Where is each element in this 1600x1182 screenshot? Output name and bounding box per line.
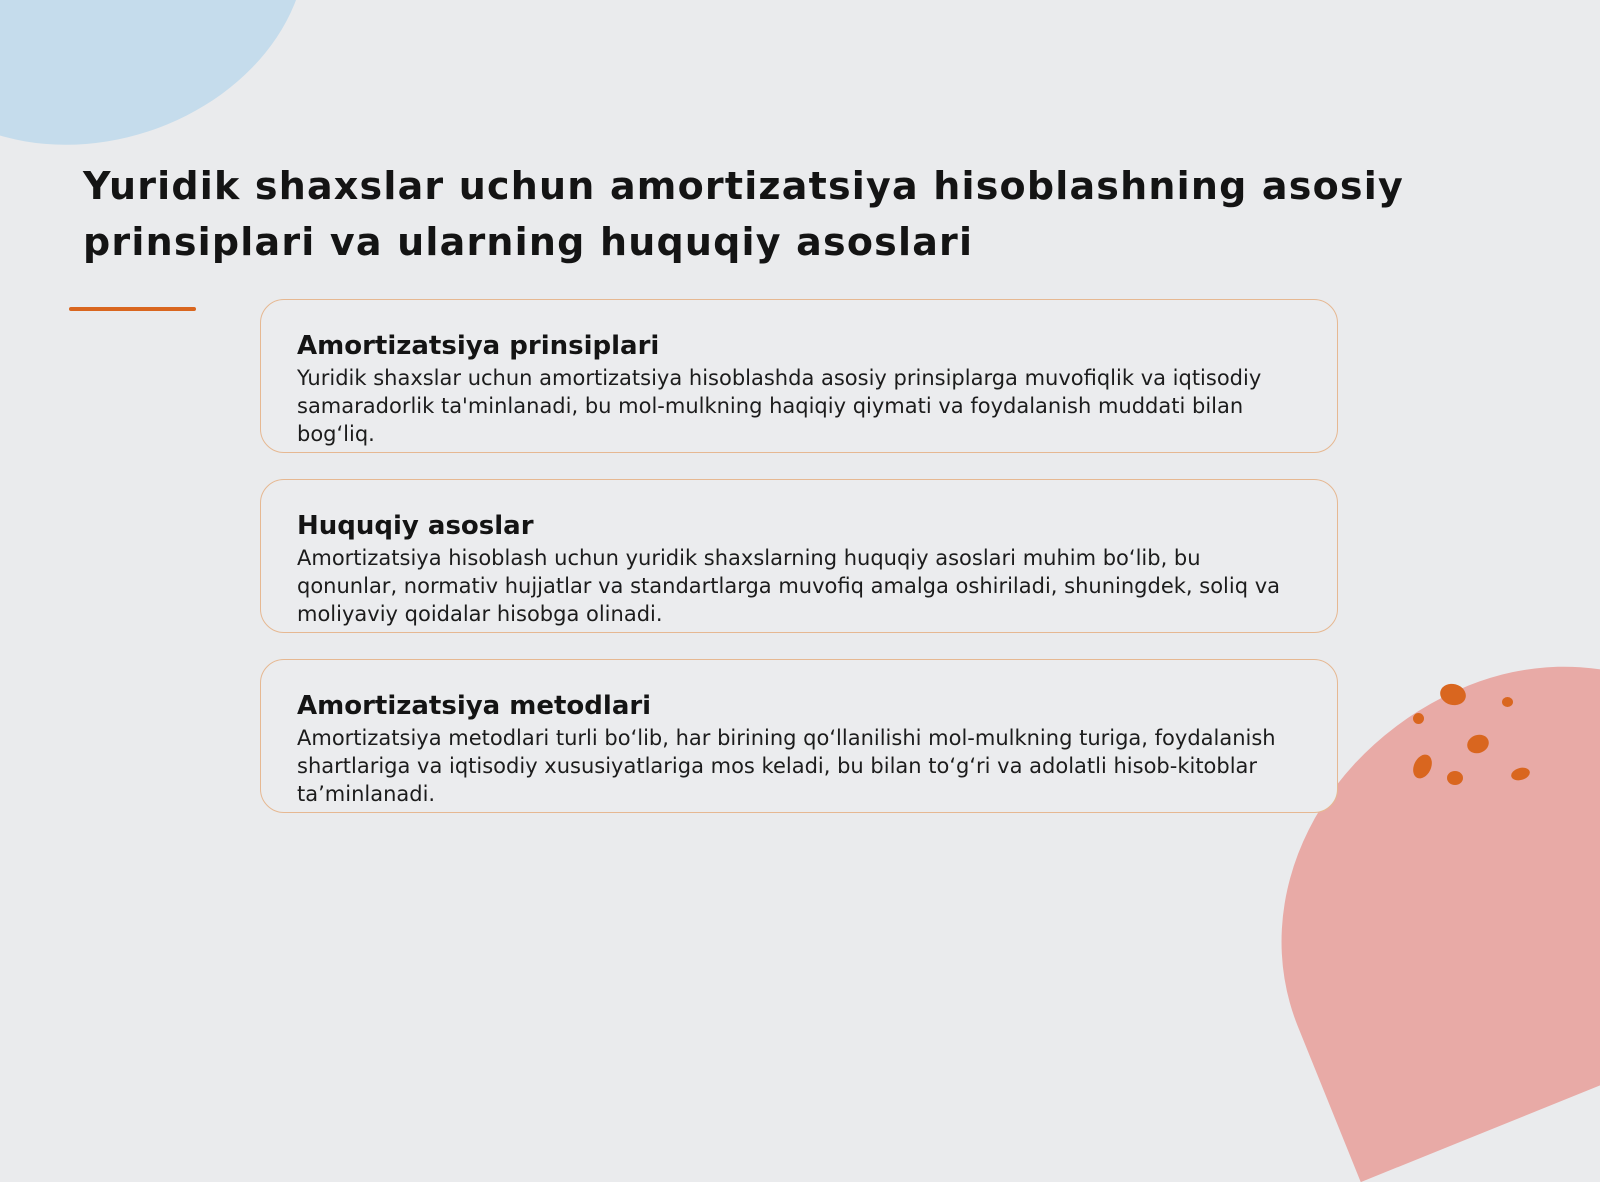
paint-dot bbox=[1447, 771, 1463, 785]
legal-basis-card bbox=[260, 479, 1338, 633]
principles-card bbox=[260, 299, 1338, 453]
methods-card bbox=[260, 659, 1338, 813]
principles-card-text: Yuridik shaxslar uchun amortizatsiya hisoblashda asosiy prinsiplarga muvofiqlik va iqtisodiy samaradorlik ta'minlanadi, bu mol-mulkning haqiqiy qiymati va foydalanish muddati bilan bog‘liq. bbox=[297, 366, 1262, 446]
principles-card-heading: Amortizatsiya prinsiplari bbox=[297, 331, 660, 361]
methods-card-heading: Amortizatsiya metodlari bbox=[297, 691, 652, 721]
methods-card-text: Amortizatsiya metodlari turli bo‘lib, har birining qo‘llanilishi mol-mulkning turiga, foydalanish shartlariga va iqtisodiy xususiyatlariga mos keladi, bu bilan to‘g‘ri va adolatli hisob-kitoblar ta’minlanadi. bbox=[297, 726, 1276, 806]
paint-dot bbox=[1413, 713, 1424, 724]
legal-basis-card-heading: Huquqiy asoslar bbox=[297, 511, 534, 541]
paint-dot bbox=[1502, 697, 1513, 707]
title-accent-line bbox=[69, 307, 196, 311]
slide-title: Yuridik shaxslar uchun amortizatsiya hisoblashning asosiy prinsiplari va ularning huquqiy asoslari bbox=[83, 164, 1404, 264]
legal-basis-card-text: Amortizatsiya hisoblash uchun yuridik shaxslarning huquqiy asoslari muhim bo‘lib, bu qonunlar, normativ hujjatlar va standartlarga muvofiq amalga oshiriladi, shuningdek, soliq va moliyaviy qoidalar hisobga olinadi. bbox=[297, 546, 1281, 626]
